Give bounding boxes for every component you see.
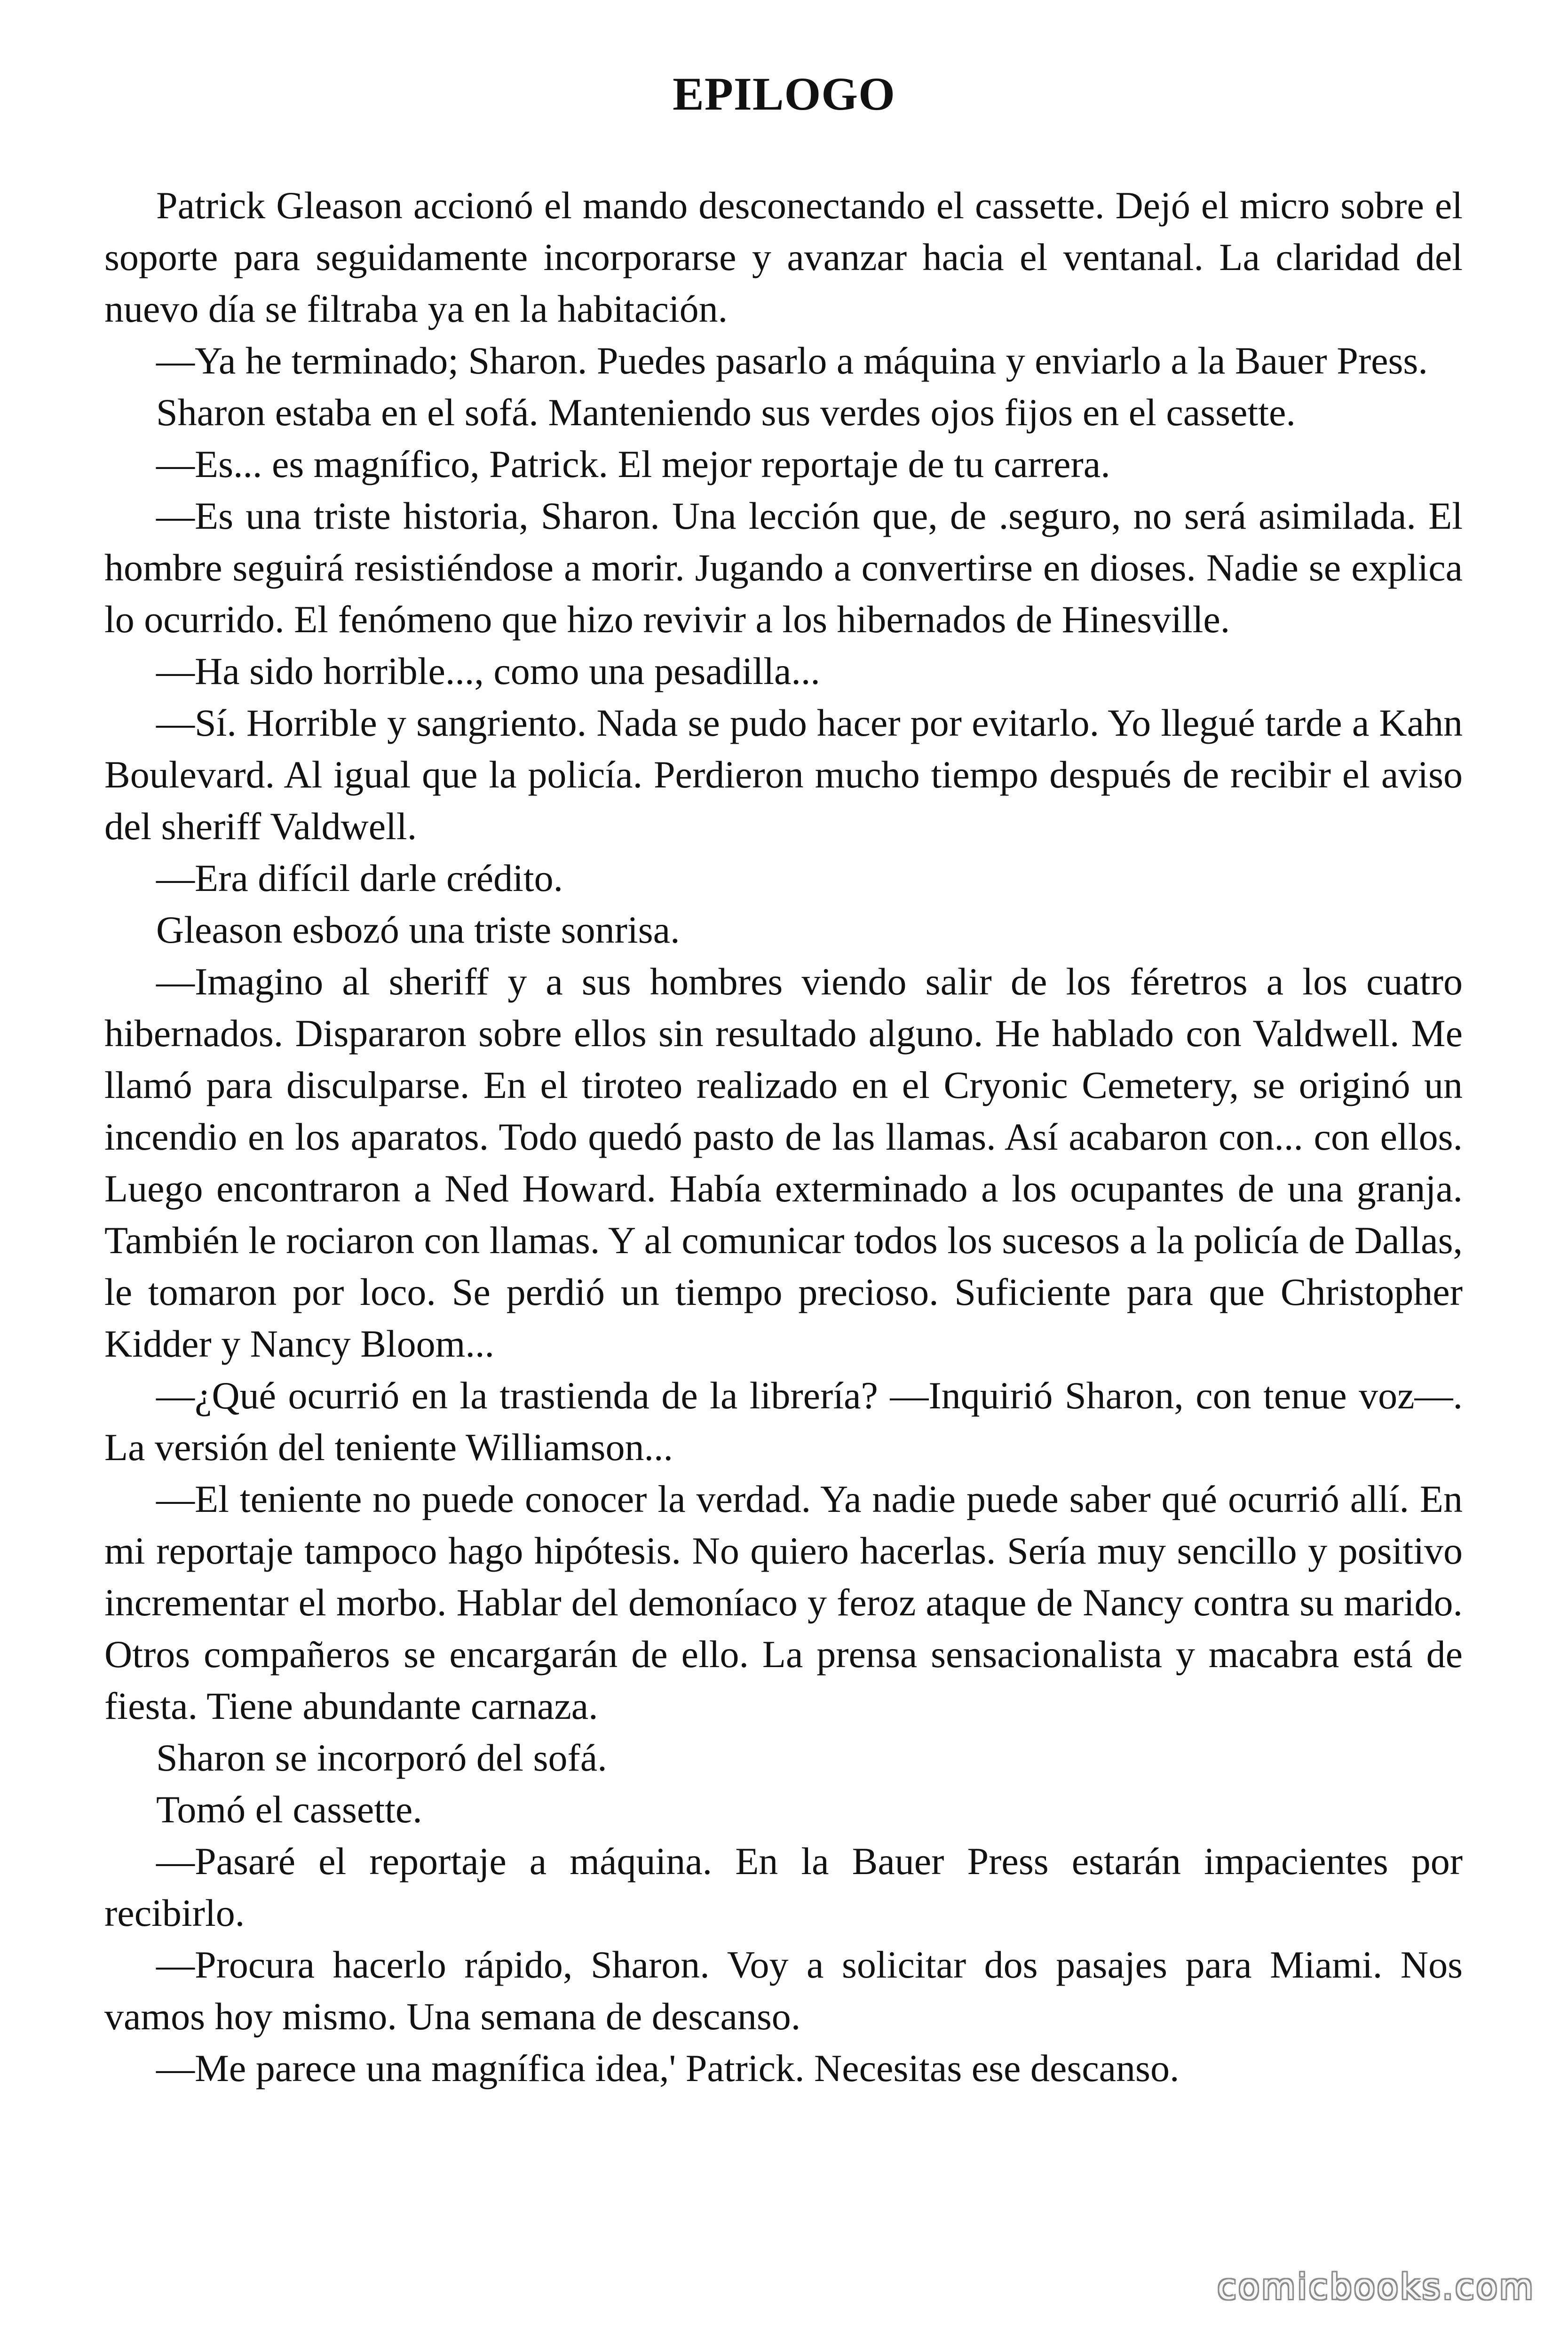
paragraph: —Imagino al sheriff y a sus hombres viendo salir de los féretros a los cuatro hibernados. Dispararon sobre ellos sin resultado alguno. He hablado con Valdwell. Me llamó para disculparse. En el tiroteo realizado en el Cryonic Cemetery, se originó un incendio en los aparatos. Todo quedó pasto de las llamas. Así acabaron con... con ellos. Luego encontraron a Ned Howard. Había exterminado a los ocupantes de una granja. También le rociaron con llamas. Y al comunicar todos los sucesos a la policía de Dallas, le tomaron por loco. Se perdió un tiempo precioso. Suficiente para que Christopher Kidder y Nancy Bloom...	[104, 960, 1463, 1365]
paragraph: —Es una triste historia, Sharon. Una lección que, de .seguro, no será asimilada. El hombre seguirá resistiéndose a morir. Jugando a convertirse en dioses. Nadie se explica lo ocurrido. El fenómeno que hizo revivir a los hibernados de Hinesville.	[104, 494, 1463, 641]
paragraph: —Pasaré el reportaje a máquina. En la Bauer Press estarán impacientes por recibirlo.	[104, 1840, 1463, 1934]
paragraph: —Procura hacerlo rápido, Sharon. Voy a solicitar dos pasajes para Miami. Nos vamos hoy mismo. Una semana de descanso.	[104, 1943, 1463, 2038]
paragraph: —Era difícil darle crédito.	[156, 857, 563, 899]
paragraph: Sharon se incorporó del sofá.	[156, 1736, 607, 1779]
chapter-title: EPILOGO	[673, 68, 895, 120]
body-text	[104, 180, 1463, 2094]
watermark: comicbooks.com	[1217, 2267, 1535, 2307]
paragraph: —Ha sido horrible..., como una pesadilla...	[156, 650, 820, 692]
paragraph: Tomó el cassette.	[156, 1788, 422, 1831]
paragraph: —Me parece una magnífica idea,' Patrick. Necesitas ese descanso.	[156, 2047, 1180, 2090]
paragraph: —¿Qué ocurrió en la trastienda de la librería? —Inquirió Sharon, con tenue voz—. La versión del teniente Williamson...	[104, 1374, 1463, 1469]
paragraph: Gleason esbozó una triste sonrisa.	[156, 908, 680, 951]
paragraph: Patrick Gleason accionó el mando desconectando el cassette. Dejó el micro sobre el soporte para seguidamente incorporarse y avanzar hacia el ventanal. La claridad del nuevo día se filtraba ya en la habitación.	[104, 184, 1463, 330]
paragraph: —Sí. Horrible y sangriento. Nada se pudo hacer por evitarlo. Yo llegué tarde a Kahn Boulevard. Al igual que la policía. Perdieron mucho tiempo después de recibir el aviso del sheriff Valdwell.	[104, 701, 1463, 848]
paragraph: Sharon estaba en el sofá. Manteniendo sus verdes ojos fijos en el cassette.	[156, 391, 1296, 434]
paragraph: —Ya he terminado; Sharon. Puedes pasarlo a máquina y enviarlo a la Bauer Press.	[156, 339, 1428, 382]
paragraph: —Es... es magnífico, Patrick. El mejor reportaje de tu carrera.	[156, 443, 1110, 485]
paragraph: —El teniente no puede conocer la verdad. Ya nadie puede saber qué ocurrió allí. En mi reportaje tampoco hago hipótesis. No quiero hacerlas. Sería muy sencillo y positivo incrementar el morbo. Hablar del demoníaco y feroz ataque de Nancy contra su marido. Otros compañeros se encargarán de ello. La prensa sensacionalista y macabra está de fiesta. Tiene abundante carnaza.	[104, 1478, 1463, 1727]
